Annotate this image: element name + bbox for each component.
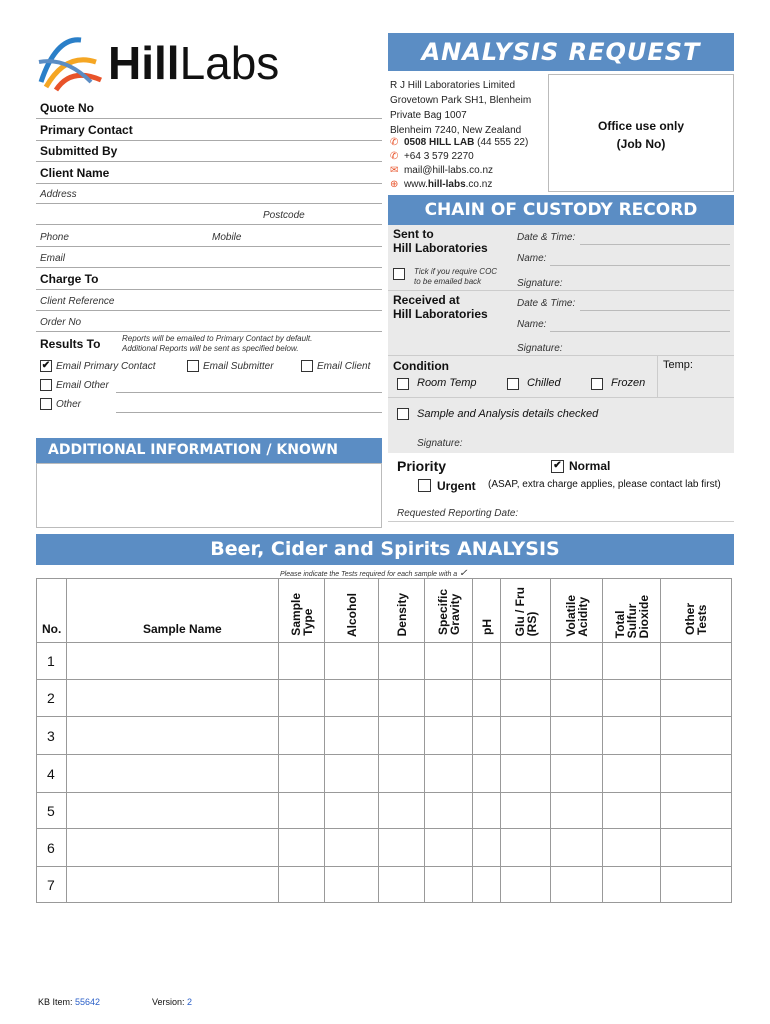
sent-date-label: Date & Time:	[517, 232, 576, 243]
test-cell[interactable]	[379, 829, 425, 867]
room-temp-label: Room Temp	[417, 377, 477, 389]
frozen-label: Frozen	[611, 377, 646, 389]
email-primary-checkbox[interactable]: ✔	[41, 360, 51, 371]
test-cell[interactable]	[603, 643, 661, 680]
col-sample-type	[279, 579, 325, 643]
primary-contact-label: Primary Contact	[40, 123, 133, 137]
test-cell[interactable]	[473, 867, 501, 903]
col-type-line2: Type	[300, 608, 315, 636]
col-tsd-line3: Dioxide	[636, 595, 651, 639]
chilled-checkbox[interactable]	[507, 378, 519, 390]
address-label: Address	[40, 189, 77, 200]
col-other-tests	[661, 579, 732, 643]
other-checkbox[interactable]	[40, 398, 52, 410]
client-name-label: Client Name	[40, 166, 110, 180]
table-row	[37, 793, 732, 829]
col-sg-line1: Specific	[435, 589, 450, 636]
col-sample-name	[67, 579, 279, 643]
hill-labs-logo	[36, 32, 306, 92]
test-cell[interactable]	[425, 680, 473, 717]
office-use-line2: (Job No)	[616, 137, 666, 151]
postcode-label: Postcode	[263, 210, 305, 221]
mobile-label: Mobile	[212, 232, 242, 243]
coc-title: CHAIN OF CUSTODY RECORD	[424, 200, 698, 220]
analysis-header	[36, 534, 734, 565]
client-reference-label: Client Reference	[40, 296, 115, 307]
email-client-label: Email Client	[317, 361, 371, 372]
test-cell[interactable]	[379, 793, 425, 829]
coc-email-note	[414, 267, 497, 287]
test-cell[interactable]	[603, 717, 661, 755]
results-note2: Additional Reports will be sent as specified below.	[122, 344, 299, 353]
col-other-line1: Other	[683, 603, 697, 636]
room-temp-checkbox[interactable]	[397, 378, 409, 390]
company-name: R J Hill Laboratories Limited	[390, 80, 516, 91]
test-cell[interactable]	[501, 793, 551, 829]
row-number: 5	[37, 793, 67, 829]
test-cell[interactable]	[501, 643, 551, 680]
test-cell[interactable]	[379, 680, 425, 717]
received-signature-label: Signature:	[517, 343, 563, 354]
sample-name-cell[interactable]	[67, 717, 279, 755]
received-label	[393, 293, 488, 321]
table-header-row	[37, 579, 732, 643]
test-cell[interactable]	[473, 680, 501, 717]
coc-email-checkbox[interactable]	[393, 268, 405, 280]
test-cell[interactable]	[603, 829, 661, 867]
version-label: Version:	[152, 997, 185, 1007]
table-row	[37, 643, 732, 680]
coc-header	[388, 195, 734, 225]
test-cell[interactable]	[425, 717, 473, 755]
table-row	[37, 755, 732, 793]
test-cell[interactable]	[425, 867, 473, 903]
test-cell[interactable]	[551, 680, 603, 717]
test-cell[interactable]	[425, 755, 473, 793]
email-submitter-label: Email Submitter	[203, 361, 274, 372]
test-cell[interactable]	[379, 717, 425, 755]
row-number: 4	[37, 755, 67, 793]
test-cell[interactable]	[379, 755, 425, 793]
analysis-request-banner	[388, 33, 734, 71]
sample-name-cell[interactable]	[67, 680, 279, 717]
test-cell[interactable]	[661, 793, 732, 829]
sent-to-line2: Hill Laboratories	[393, 241, 488, 255]
phone1-rest: (44 555 22)	[477, 137, 529, 148]
col-ph	[473, 579, 501, 643]
test-cell[interactable]	[279, 717, 325, 755]
company-address1: Grovetown Park SH1, Blenheim	[390, 95, 532, 106]
row-number: 2	[37, 680, 67, 717]
version-value: 2	[187, 997, 193, 1007]
test-cell[interactable]	[325, 755, 379, 793]
test-cell[interactable]	[325, 867, 379, 903]
test-cell[interactable]	[325, 643, 379, 680]
company-address3: Blenheim 7240, New Zealand	[390, 125, 522, 136]
col-no	[37, 579, 67, 643]
logo-text-bold: Hill	[108, 37, 180, 89]
chilled-label: Chilled	[527, 377, 561, 389]
sample-name-cell[interactable]	[67, 643, 279, 680]
email-client-checkbox[interactable]	[301, 360, 313, 372]
row-number: 6	[37, 829, 67, 867]
test-cell[interactable]	[279, 643, 325, 680]
test-cell[interactable]	[501, 867, 551, 903]
web-bold: hill-labs	[427, 179, 466, 190]
phone-icon: ✆	[390, 151, 399, 162]
test-cell[interactable]	[379, 867, 425, 903]
condition-label: Condition	[393, 359, 449, 373]
charge-to-label: Charge To	[40, 272, 99, 286]
quote-no-label: Quote No	[40, 101, 94, 115]
kb-value[interactable]: 55642	[75, 997, 101, 1007]
hazards-title: ADDITIONAL INFORMATION / KNOWN HAZARDS	[48, 442, 339, 483]
col-ph-label: pH	[479, 619, 494, 635]
test-cell[interactable]	[325, 793, 379, 829]
received-line2: Hill Laboratories	[393, 307, 488, 321]
test-cell[interactable]	[473, 829, 501, 867]
test-cell[interactable]	[325, 829, 379, 867]
test-cell[interactable]	[473, 793, 501, 829]
footer-version	[152, 997, 192, 1007]
normal-label: Normal	[569, 459, 611, 473]
test-cell[interactable]	[551, 793, 603, 829]
sample-name-cell[interactable]	[67, 829, 279, 867]
hazards-box[interactable]	[36, 463, 382, 528]
logo-mark-icon	[36, 32, 106, 92]
test-cell[interactable]	[279, 867, 325, 903]
phone1-bold: 0508 HILL LAB	[403, 137, 475, 148]
test-cell[interactable]	[473, 755, 501, 793]
test-cell[interactable]	[661, 717, 732, 755]
test-cell[interactable]	[551, 867, 603, 903]
col-density	[379, 579, 425, 643]
company-email: mail@hill-labs.co.nz	[403, 165, 494, 176]
received-date-label: Date & Time:	[517, 298, 576, 309]
test-cell[interactable]	[551, 829, 603, 867]
col-glu-line2: (RS)	[524, 611, 539, 637]
table-row	[37, 717, 732, 755]
checked-signature-label: Signature:	[417, 438, 463, 449]
phone2: +64 3 579 2270	[403, 151, 474, 162]
company-address2: Private Bag 1007	[390, 110, 467, 121]
email-submitter-checkbox[interactable]	[187, 360, 199, 372]
test-cell[interactable]	[661, 643, 732, 680]
test-cell[interactable]	[279, 829, 325, 867]
test-cell[interactable]	[603, 793, 661, 829]
samples-table	[36, 578, 732, 903]
col-no-label: No.	[42, 622, 62, 636]
test-cell[interactable]	[425, 793, 473, 829]
col-alcohol-label: Alcohol	[344, 593, 359, 637]
test-cell[interactable]	[603, 755, 661, 793]
logo-text-light: Labs	[179, 37, 280, 89]
requested-date-label: Requested Reporting Date:	[397, 508, 519, 519]
row-number: 3	[37, 717, 67, 755]
coc-email-note1: Tick if you require COC	[414, 267, 498, 276]
results-note1: Reports will be emailed to Primary Contact by default.	[122, 334, 313, 343]
phone-icon: ✆	[390, 137, 399, 148]
tick-icon: ✓	[459, 568, 468, 579]
test-cell[interactable]	[551, 755, 603, 793]
urgent-note: (ASAP, extra charge applies, please contact lab first)	[488, 479, 721, 490]
details-checked-label: Sample and Analysis details checked	[417, 408, 599, 420]
received-line1: Received at	[393, 293, 460, 307]
col-total-sulfur-dioxide	[603, 579, 661, 643]
footer-kb	[38, 997, 100, 1007]
col-other-line2: Tests	[695, 604, 709, 636]
col-va-line2: Acidity	[575, 596, 590, 637]
test-cell[interactable]	[279, 793, 325, 829]
web-post: .co.nz	[465, 179, 493, 190]
test-cell[interactable]	[279, 755, 325, 793]
test-cell[interactable]	[473, 717, 501, 755]
urgent-label: Urgent	[437, 479, 476, 493]
test-cell[interactable]	[501, 829, 551, 867]
test-cell[interactable]	[603, 680, 661, 717]
col-tsd-line2: Sulfur	[624, 603, 639, 639]
received-name-label: Name:	[517, 319, 547, 330]
urgent-checkbox[interactable]	[418, 479, 431, 492]
test-cell[interactable]	[325, 680, 379, 717]
test-cell[interactable]	[279, 680, 325, 717]
col-tsd-line1: Total	[612, 610, 627, 639]
email-primary-label: Email Primary Contact	[56, 361, 156, 372]
test-cell[interactable]	[425, 829, 473, 867]
kb-label: KB Item:	[38, 997, 73, 1007]
other-label: Other	[56, 399, 82, 410]
email-other-checkbox[interactable]	[40, 379, 52, 391]
temp-box[interactable]	[657, 355, 734, 397]
order-no-label: Order No	[40, 317, 82, 328]
col-glu-fru	[501, 579, 551, 643]
row-number: 1	[37, 643, 67, 680]
table-row	[37, 680, 732, 717]
submitted-by-label: Submitted By	[40, 144, 118, 158]
details-checked-checkbox[interactable]	[397, 408, 409, 420]
normal-checkbox[interactable]: ✔	[551, 460, 564, 473]
col-density-label: Density	[394, 593, 409, 637]
col-sg-line2: Gravity	[447, 593, 462, 636]
sample-name-cell[interactable]	[67, 867, 279, 903]
office-use-line1: Office use only	[597, 119, 685, 133]
test-cell[interactable]	[661, 755, 732, 793]
test-cell[interactable]	[551, 717, 603, 755]
results-note	[122, 334, 312, 354]
test-cell[interactable]	[325, 717, 379, 755]
table-row	[37, 867, 732, 903]
col-alcohol	[325, 579, 379, 643]
coc-email-note2: to be emailed back	[414, 277, 482, 286]
test-cell[interactable]	[661, 867, 732, 903]
col-type-line1: Sample	[288, 593, 303, 636]
test-cell[interactable]	[473, 643, 501, 680]
mail-icon: ✉	[390, 165, 399, 176]
sent-to-label	[393, 227, 488, 255]
col-volatile-acidity	[551, 579, 603, 643]
col-specific-gravity	[425, 579, 473, 643]
page-title: ANALYSIS REQUEST	[421, 38, 701, 66]
test-cell[interactable]	[551, 643, 603, 680]
globe-icon: ⊕	[390, 179, 399, 190]
priority-label: Priority	[397, 458, 447, 474]
sent-to-line1: Sent to	[393, 227, 434, 241]
test-cell[interactable]	[661, 829, 732, 867]
web-pre: www.	[403, 179, 428, 190]
company-info	[390, 78, 531, 138]
test-cell[interactable]	[501, 680, 551, 717]
office-use-box	[548, 74, 734, 192]
test-cell[interactable]	[425, 643, 473, 680]
col-glu-line1: Glu / Fru	[512, 587, 527, 637]
test-cell[interactable]	[501, 717, 551, 755]
test-cell[interactable]	[379, 643, 425, 680]
sample-name-cell[interactable]	[67, 755, 279, 793]
company-contacts	[390, 136, 528, 192]
email-other-label: Email Other	[56, 380, 109, 391]
col-va-line1: Volatile	[563, 595, 578, 637]
frozen-checkbox[interactable]	[591, 378, 603, 390]
sent-name-label: Name:	[517, 253, 547, 264]
row-number: 7	[37, 867, 67, 903]
phone-label: Phone	[40, 232, 69, 243]
sent-signature-label: Signature:	[517, 278, 563, 289]
instruction-text: Please indicate the Tests required for each sample with a	[280, 571, 458, 578]
email-label: Email	[40, 253, 66, 264]
test-cell[interactable]	[661, 680, 732, 717]
results-to-label: Results To	[40, 337, 101, 351]
test-cell[interactable]	[603, 867, 661, 903]
sample-name-cell[interactable]	[67, 793, 279, 829]
test-cell[interactable]	[501, 755, 551, 793]
analysis-title: Beer, Cider and Spirits ANALYSIS	[210, 538, 560, 560]
col-name-label: Sample Name	[143, 622, 222, 636]
hazards-header	[36, 438, 382, 483]
table-row	[37, 829, 732, 867]
temp-label: Temp:	[663, 359, 693, 371]
